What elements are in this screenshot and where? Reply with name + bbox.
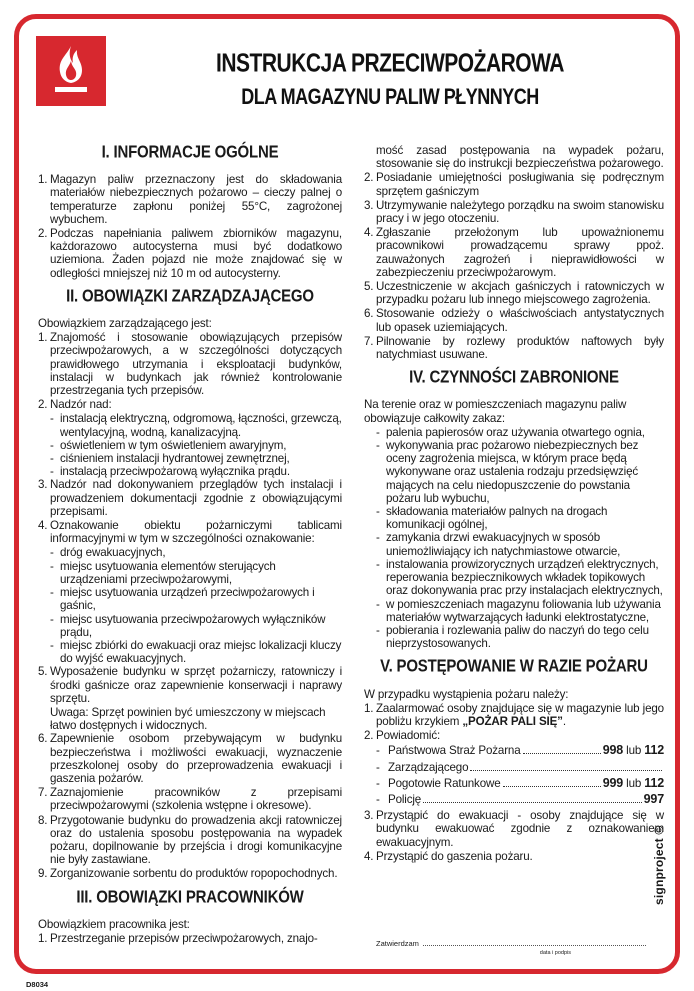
product-code: D8034: [26, 980, 49, 989]
list-item: 3. Przystąpić do ewakuacji - osoby znajdujące się w budynku ewakuować zgodnie z oznakowaniem ewakuacyjnym.: [364, 809, 664, 849]
page-title: [110, 48, 670, 109]
right-column: [364, 144, 664, 864]
brand-label: signproject ©: [652, 825, 666, 905]
list-item: 2. Podczas napełniania paliwem zbiorników magazynu, każdorazowo autocysterna musi być dodatkowo uziemiona. Żaden pojazd nie może znajdować się w odległości mniejszej niż 10 m od autocysterny.: [38, 227, 342, 280]
sub-item: - oświetleniem w tym oświetleniem awaryjnym,: [50, 438, 287, 452]
phone-number: 112: [644, 743, 664, 758]
sub-item: - pobierania i rozlewania paliw do naczyń do tego celu nieprzystosowanych.: [376, 623, 649, 651]
section-heading: IV. CZYNNOŚCI ZABRONIONE: [409, 367, 619, 388]
sub-item: - palenia papierosów oraz używania otwartego ognia,: [376, 425, 645, 439]
list-item: 7. Zaznajomienie pracowników z przepisami przeciwpożarowymi (szkolenia wstępne i okresowe).: [38, 786, 342, 813]
sub-item: - miejsc usytuowania urządzeń przeciwpożarowych i gaśnic,: [50, 586, 315, 613]
list-item: 1. Znajomość i stosowanie obowiązujących przepisów przeciwpożarowych, a w szczególności dotyczących prawidłowego utrzymania i eksploatacji budynków, instalacji w budynkach jak również kontrolowanie przestrzegania tych przepisów.: [38, 331, 342, 398]
section-intro: Na terenie oraz w pomieszczeniach magazynu paliw obowiązuje całkowity zakaz:: [364, 398, 627, 425]
list-item: 2. Posiadanie umiejętności posługiwania się podręcznym sprzętem gaśniczym: [364, 171, 664, 198]
section-heading: III. OBOWIĄZKI PRACOWNIKÓW: [76, 887, 304, 907]
list-item: 2. Powiadomić:: [364, 729, 441, 743]
list-item: 7. Pilnowanie by rozlewy produktów naftowych były natychmiast usuwane.: [364, 334, 664, 362]
section-intro: W przypadku wystąpienia pożaru należy:: [364, 687, 569, 701]
list-item: 3. Nadzór nad dokonywaniem przeglądów tych instalacji i prowadzeniem dokumentacji zgodnie z obowiązującymi przepisami.: [38, 478, 342, 518]
list-item: 4. Przystąpić do gaszenia pożaru.: [364, 849, 533, 863]
title-line-2: DLA MAGAZYNU PALIW PŁYNNYCH: [241, 84, 539, 109]
section-intro: Obowiązkiem zarządzającego jest:: [38, 317, 212, 331]
list-item: 1. Przestrzeganie przepisów przeciwpożarowych, znajo-: [38, 931, 318, 945]
title-line-1: INSTRUKCJA PRZECIWPOŻAROWA: [216, 48, 564, 78]
sub-item: - składowania materiałów palnych na drogach komunikacji ogólnej,: [376, 505, 608, 532]
contact-row: - Zarządzającego: [376, 761, 664, 774]
sub-item: - dróg ewakuacyjnych,: [50, 546, 166, 560]
list-item: 5. Uczestniczenie w akcjach gaśniczych i ratowniczych w przypadku pożaru lub innego miejscowego zagrożenia.: [364, 280, 664, 307]
note: Uwaga: Sprzęt powinien być umieszczony w miejscach łatwo dostępnych i widocznych.: [50, 705, 326, 733]
signature-line: [423, 938, 646, 946]
phone-number: 112: [644, 775, 664, 790]
phone-number: 999: [602, 775, 624, 790]
sub-item: - wykonywania prac pożarowo niebezpiecznych bez oceny zagrożenia miejsca, w którym prace będą wykonywane oraz ustalenia rodzaju przedsięwzięć mających na celu niedopuszczenie do powstania pożaru lub wybuchu,: [376, 439, 639, 505]
list-item: 2. Nadzór nad:: [38, 398, 112, 412]
left-column: [38, 138, 342, 946]
sub-item: - instalowania prowizorycznych urządzeń elektrycznych, reperowania bezpiecznikowych wkładek topikowych oraz dokonywania prac przy instalacjach elektrycznych,: [376, 557, 663, 598]
list-item: 6. Zapewnienie osobom przebywającym w budynku bezpieczeństwa i możliwości ewakuacji, wyznaczenie przeszkolonej osoby do przeprowadzenia ewakuacji i gaszenia pożarów.: [38, 732, 342, 785]
sub-item: - miejsc usytuowania przeciwpożarowych wyłączników prądu,: [50, 612, 326, 639]
sub-item: - instalacją elektryczną, odgromową, łączności, grzewczą, wentylacyjną, wodną, kanalizacyjną.: [50, 412, 342, 439]
section-heading: II. OBOWIĄZKI ZARZĄDZAJĄCEGO: [66, 286, 314, 307]
sub-item: - miejsc zbiórki do ewakuacji oraz miejsc lokalizacji kluczy do wyjść ewakuacyjnych.: [50, 638, 342, 666]
list-item: 9. Zorganizowanie sorbentu do produktów ropopochodnych.: [38, 867, 338, 881]
list-item: 5. Wyposażenie budynku w sprzęt pożarniczy, ratowniczy i środki gaśnicze oraz zapewnienie konserwacji i naprawy sprzętu.: [38, 665, 342, 705]
section-intro: Obowiązkiem pracownika jest:: [38, 917, 190, 931]
sub-item: - miejsc usytuowania elementów sterujących urządzeniami przeciwpożarowymi,: [50, 559, 276, 586]
list-item-continued: mość zasad postępowania na wypadek pożaru, stosowanie się do instrukcji bezpieczeństwa pożarowego.: [376, 144, 664, 171]
list-item: 4. Oznakowanie obiektu pożarniczymi tablicami informacyjnymi w tym w szczególności oznakowanie:: [38, 519, 342, 546]
contact-row: - Policję 997: [376, 791, 664, 806]
sub-item: - instalacją przeciwpożarową wyłącznika prądu.: [50, 465, 290, 479]
sub-item: - w pomieszczeniach magazynu foliowania lub używania materiałów wytwarzających ładunki elektrostatyczne,: [376, 597, 661, 624]
alarm-shout: „POŻAR PALI SIĘ”: [462, 714, 563, 728]
contact-row: - Państwowa Straż Pożarna 998 lub 112: [376, 743, 664, 758]
list-item: 8. Przygotowanie budynku do prowadzenia akcji ratowniczej oraz do ustalenia sposobu postępowania na wypadek pożaru, dopilnowanie by przejścia i drogi komunikacyjne nie były zastawiane.: [38, 813, 342, 867]
date-caption: data i podpis: [539, 950, 571, 956]
sub-item: - zamykania drzwi ewakuacyjnych w sposób uniemożliwiający ich natychmiastowe otwarcie,: [376, 531, 621, 558]
emergency-contacts: [364, 744, 664, 806]
section-heading: I. INFORMACJE OGÓLNE: [101, 142, 279, 163]
list-item: 1. Magazyn paliw przeznaczony jest do składowania materiałów niebezpiecznych pożarowo – cieczy palnej o temperaturze zapłonu poniżej 55°C, zagrożonej wybuchem.: [38, 173, 342, 226]
flammable-flame-icon: [36, 36, 106, 106]
approve-label: Zatwierdzam: [376, 939, 419, 948]
list-item: 6. Stosowanie odzieży o właściwościach antystatycznych lub opasek uziemiających.: [364, 307, 664, 334]
list-item: 3. Utrzymywanie należytego porządku na swoim stanowisku pracy i w jego otoczeniu.: [364, 198, 664, 226]
approval-signature: [376, 938, 646, 956]
phone-number: 998: [602, 743, 624, 758]
phone-number: 997: [643, 791, 664, 806]
list-item: 1. Zaalarmować osoby znajdujące się w magazynie lub jego pobliżu krzykiem „POŻAR PALI SIĘ”.: [364, 701, 664, 728]
list-item: 4. Zgłaszanie przełożonym lub upoważnionemu pracownikowi prowadzącemu sprawy ppoż. zauważonych zagrożeń i nieprawidłowości w zabezpieczeniu przeciwpożarowym.: [364, 226, 664, 279]
section-heading: V. POSTĘPOWANIE W RAZIE POŻARU: [380, 657, 648, 677]
contact-row: - Pogotowie Ratunkowe 999 lub 112: [376, 775, 664, 790]
sub-item: - ciśnieniem instalacji hydrantowej zewnętrznej,: [50, 452, 290, 466]
